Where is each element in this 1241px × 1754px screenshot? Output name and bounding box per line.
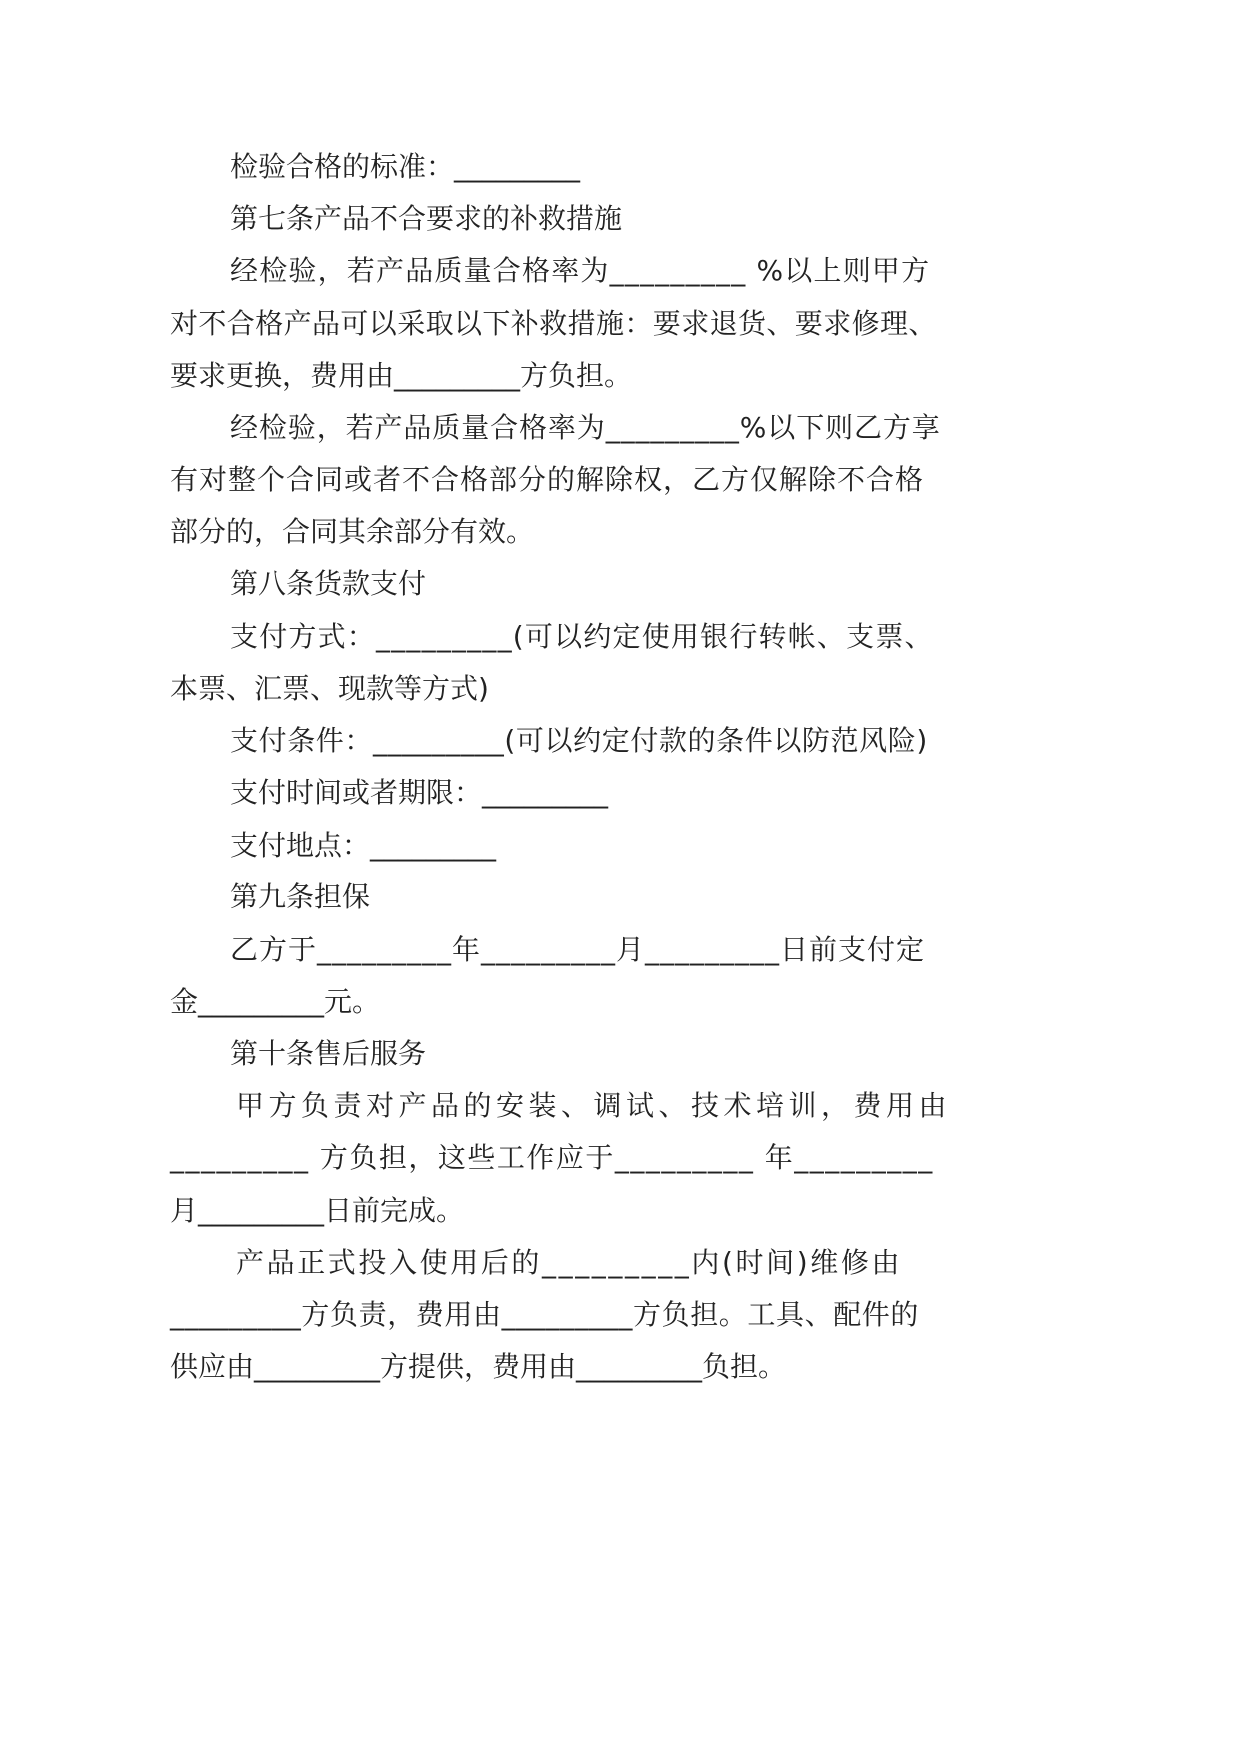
section-heading: 第八条货款支付	[230, 567, 427, 600]
text-line: 经检验，若产品质量合格率为_________%以下则乙方享	[230, 411, 941, 444]
text-line: 检验合格的标准：_________	[230, 150, 581, 183]
section-heading: 第十条售后服务	[230, 1037, 427, 1070]
text-line: 支付条件：_________(可以约定付款的条件以防范风险)	[230, 724, 928, 757]
text-line: 乙方于_________年_________月_________日前支付定	[230, 933, 926, 966]
section-heading: 第九条担保	[230, 880, 371, 913]
text-line: 支付方式：_________(可以约定使用银行转帐、支票、	[230, 620, 934, 653]
text-line: 有对整个合同或者不合格部分的解除权，乙方仅解除不合格	[170, 463, 925, 496]
text-line: 部分的，合同其余部分有效。	[170, 515, 535, 548]
text-line: _________ 方负担，这些工作应于_________ 年_________	[170, 1141, 934, 1174]
text-line: 甲方负责对产品的安装、调试、技术培训，费用由	[236, 1089, 952, 1122]
text-line: 本票、汇票、现款等方式)	[170, 672, 489, 705]
text-line: 供应由_________方提供，费用由_________负担。	[170, 1350, 787, 1383]
text-line: 金_________元。	[170, 985, 381, 1018]
text-line: 支付地点：_________	[230, 829, 497, 862]
text-line: 要求更换，费用由_________方负担。	[170, 359, 633, 392]
text-line: _________方负责，费用由_________方负担。工具、配件的	[170, 1298, 920, 1331]
text-line: 产品正式投入使用后的_________内(时间)维修由	[236, 1246, 903, 1279]
section-heading: 第七条产品不合要求的补救措施	[230, 202, 623, 235]
text-line: 经检验，若产品质量合格率为_________ %以上则甲方	[230, 254, 931, 287]
text-line: 对不合格产品可以采取以下补救措施：要求退货、要求修理、	[170, 307, 937, 340]
text-line: 支付时间或者期限：_________	[230, 776, 609, 809]
text-line: 月_________日前完成。	[170, 1194, 465, 1227]
